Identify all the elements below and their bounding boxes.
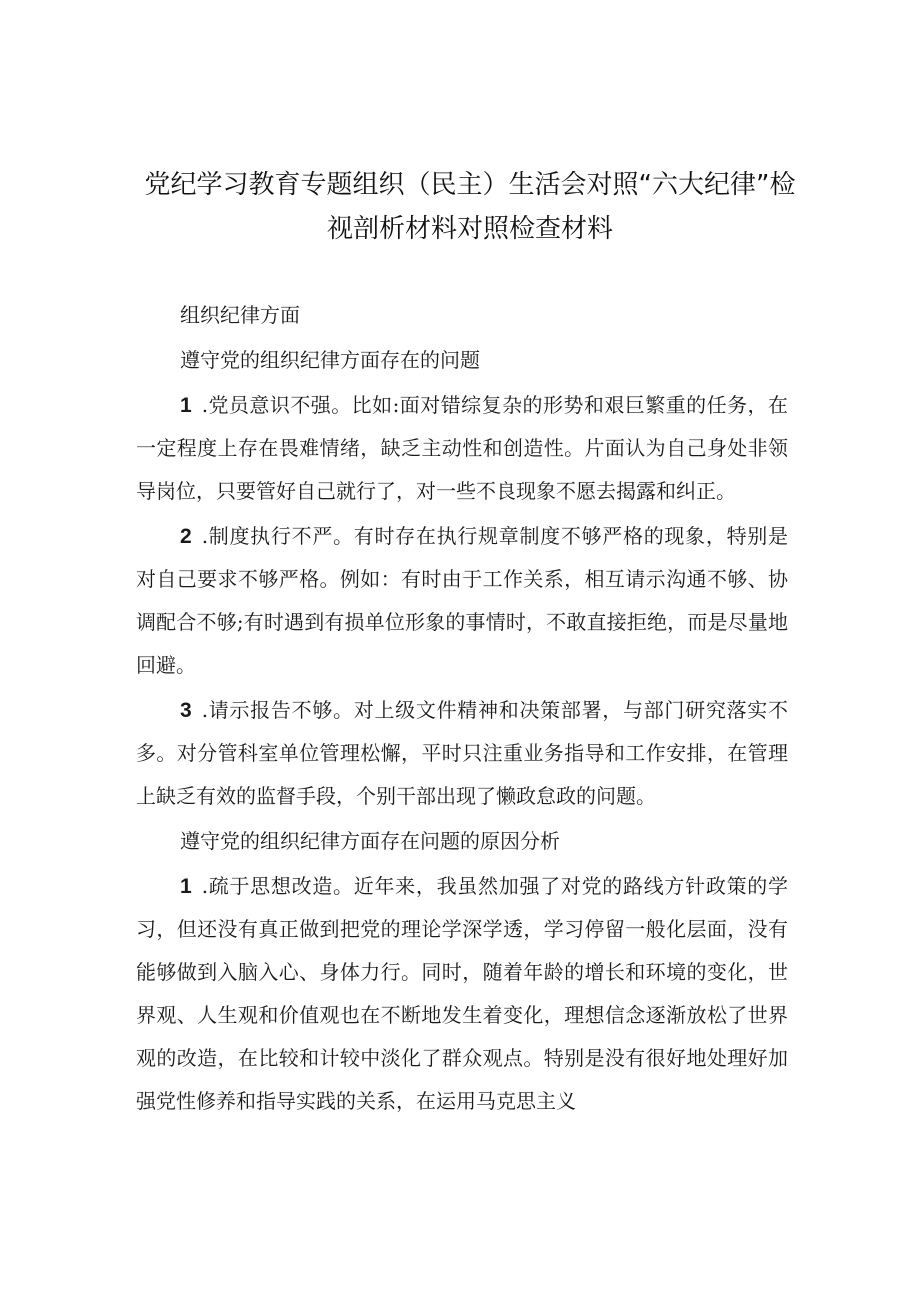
item-text: .党员意识不强。比如:面对错综复杂的形势和艰巨繁重的任务，在一定程度上存在畏难情绪，缺乏主动性和创造性。片面认为自己身处非领导岗位，只要管好自己就行了，对一些不良现象不愿去揭露和纠正。 — [136, 393, 788, 503]
cause-item-1 — [136, 865, 788, 1123]
problem-item-3 — [136, 689, 788, 818]
title-line-1: 党纪学习教育专题组织（民主）生活会对照“六大纪律”检 — [144, 170, 796, 200]
subheading-causes: 遵守党的组织纪律方面存在问题的原因分析 — [180, 829, 560, 853]
document-body — [136, 294, 788, 1125]
item-number: 2 — [180, 525, 192, 548]
title-line-2: 视剖析材料对照检查材料 — [326, 214, 613, 244]
problem-item-2 — [136, 515, 788, 687]
item-number: 3 — [180, 699, 192, 722]
item-number: 1 — [180, 875, 192, 898]
item-text: .请示报告不够。对上级文件精神和决策部署，与部门研究落实不多。对分管科室单位管理松懈，平时只注重业务指导和工作安排，在管理上缺乏有效的监督手段，个别干部出现了懒政怠政的问题。 — [136, 698, 788, 808]
section-heading: 组织纪律方面 — [180, 303, 300, 327]
item-number: 1 — [180, 394, 192, 417]
subheading-problems: 遵守党的组织纪律方面存在的问题 — [180, 348, 480, 372]
document-title — [140, 163, 800, 251]
problem-item-1 — [136, 384, 788, 513]
item-text: .疏于思想改造。近年来，我虽然加强了对党的路线方针政策的学习，但还没有真正做到把党的理论学深学透，学习停留一般化层面，没有能够做到入脑入心、身体力行。同时，随着年龄的增长和环境的变化，世界观、人生观和价值观也在不断地发生着变化，理想信念逐渐放松了世界观的改造，在比较和计较中淡化了群众观点。特别是没有很好地处理好加强党性修养和指导实践的关系，在运用马克思主义 — [136, 874, 788, 1113]
item-text: .制度执行不严。有时存在执行规章制度不够严格的现象，特别是对自己要求不够严格。例如：有时由于工作关系，相互请示沟通不够、协调配合不够;有时遇到有损单位形象的事情时，不敢直接拒绝，而是尽量地回避。 — [136, 524, 788, 677]
